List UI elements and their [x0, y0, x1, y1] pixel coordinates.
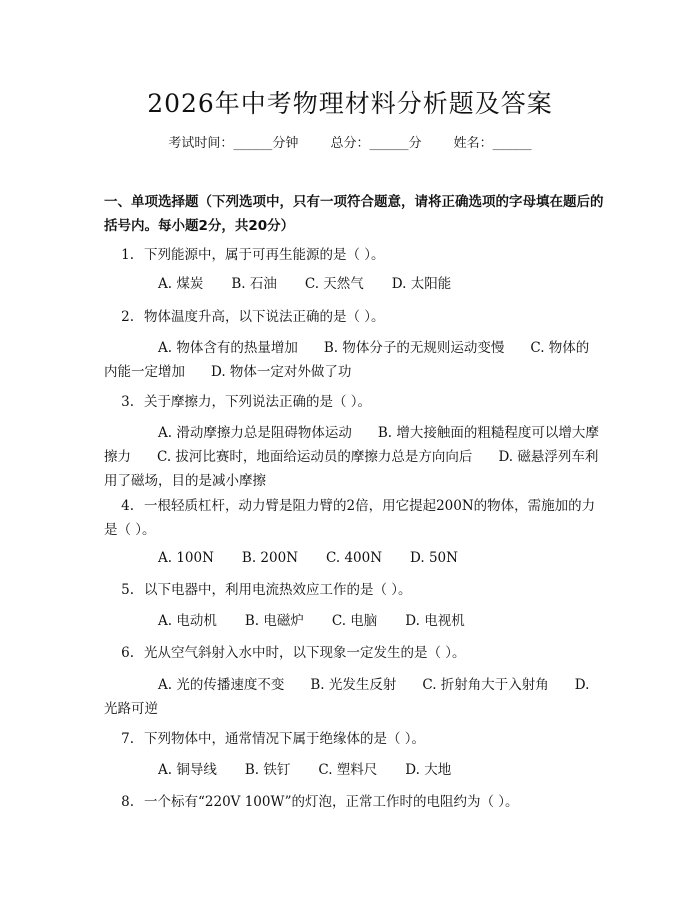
question-text: 以下电器中，利用电流热效应工作的是（ ）。	[144, 582, 412, 598]
option: A. 铜导线	[158, 762, 217, 778]
option: D. 大地	[405, 762, 452, 778]
question	[104, 790, 600, 814]
option: A. 100N	[158, 550, 214, 566]
question-number: 2.	[121, 309, 134, 325]
option: C. 塑料尺	[318, 762, 378, 778]
option: D. 物体一定对外做了功	[211, 364, 352, 380]
question-options	[104, 673, 600, 721]
question-options	[104, 272, 600, 296]
question-text: 下列能源中，属于可再生能源的是（ ）。	[144, 247, 385, 263]
exam-time-field: 考试时间：______分钟	[168, 136, 299, 151]
option: C. 折射角大于入射角	[422, 677, 549, 693]
option: B. 增大接触面的粗糙程度可以增大摩擦力	[104, 425, 599, 465]
option: D. 光路可逆	[104, 677, 590, 717]
question-text: 光从空气斜射入水中时，以下现象一定发生的是（ ）。	[144, 645, 466, 661]
exam-info-row	[0, 132, 700, 151]
option: B. 电磁炉	[244, 613, 304, 629]
question	[104, 243, 600, 267]
section-heading: 一、单项选择题（下列选项中，只有一项符合题意，请将正确选项的字母填在题后的括号内。每小题2分，共20分）	[104, 194, 604, 234]
question-text: 关于摩擦力，下列说法正确的是（ ）。	[144, 394, 372, 410]
question-options	[104, 546, 600, 570]
question	[104, 578, 600, 602]
option: A. 电动机	[158, 613, 217, 629]
option: C. 物体的内能一定增加	[104, 340, 590, 380]
option: D. 太阳能	[391, 276, 452, 292]
question-options	[104, 336, 600, 384]
student-name-field: 姓名：______	[453, 136, 532, 151]
option: D. 磁悬浮列车利用了磁场，目的是减小摩擦	[104, 449, 599, 489]
question	[104, 390, 600, 414]
question-text: 一根轻质杠杆，动力臂是阻力臂的2倍，用它提起200N的物体，需施加的力是（ ）。	[104, 498, 596, 538]
question-number: 3.	[121, 394, 134, 410]
option: B. 物体分子的无规则运动变慢	[323, 340, 505, 356]
question-number: 8.	[121, 794, 134, 810]
question-options	[104, 758, 600, 782]
question-number: 1.	[121, 247, 134, 263]
option: B. 200N	[241, 550, 299, 566]
option: D. 50N	[410, 550, 458, 566]
question-number: 6.	[121, 645, 134, 661]
question-text: 一个标有“220V 100W”的灯泡，正常工作时的电阻约为（ ）。	[144, 794, 519, 810]
option: C. 400N	[326, 550, 383, 566]
option: A. 物体含有的热量增加	[158, 340, 298, 356]
question-options	[104, 421, 600, 493]
total-score-field: 总分：______分	[330, 136, 422, 151]
question-number: 5.	[121, 582, 134, 598]
question	[104, 641, 600, 665]
question-text: 下列物体中，通常情况下属于绝缘体的是（ ）。	[144, 731, 426, 747]
option: B. 石油	[231, 276, 277, 292]
option: C. 电脑	[331, 613, 378, 629]
option: B. 铁钉	[244, 762, 291, 778]
question-text: 物体温度升高，以下说法正确的是（ ）。	[144, 309, 385, 325]
question	[104, 305, 600, 329]
option: C. 天然气	[304, 276, 364, 292]
option: A. 滑动摩擦力总是阻碍物体运动	[158, 425, 352, 441]
option: D. 电视机	[405, 613, 465, 629]
question	[104, 727, 600, 751]
question-number: 4.	[121, 498, 134, 514]
question	[104, 494, 600, 542]
page-title: 2026年中考物理材料分析题及答案	[147, 89, 553, 118]
question-options	[104, 609, 600, 633]
question-number: 7.	[121, 731, 134, 747]
option: A. 煤炭	[158, 276, 204, 292]
option: C. 拔河比赛时，地面给运动员的摩擦力总是方向向后	[157, 449, 473, 465]
option: B. 光发生反射	[310, 677, 397, 693]
option: A. 光的传播速度不变	[158, 677, 285, 693]
